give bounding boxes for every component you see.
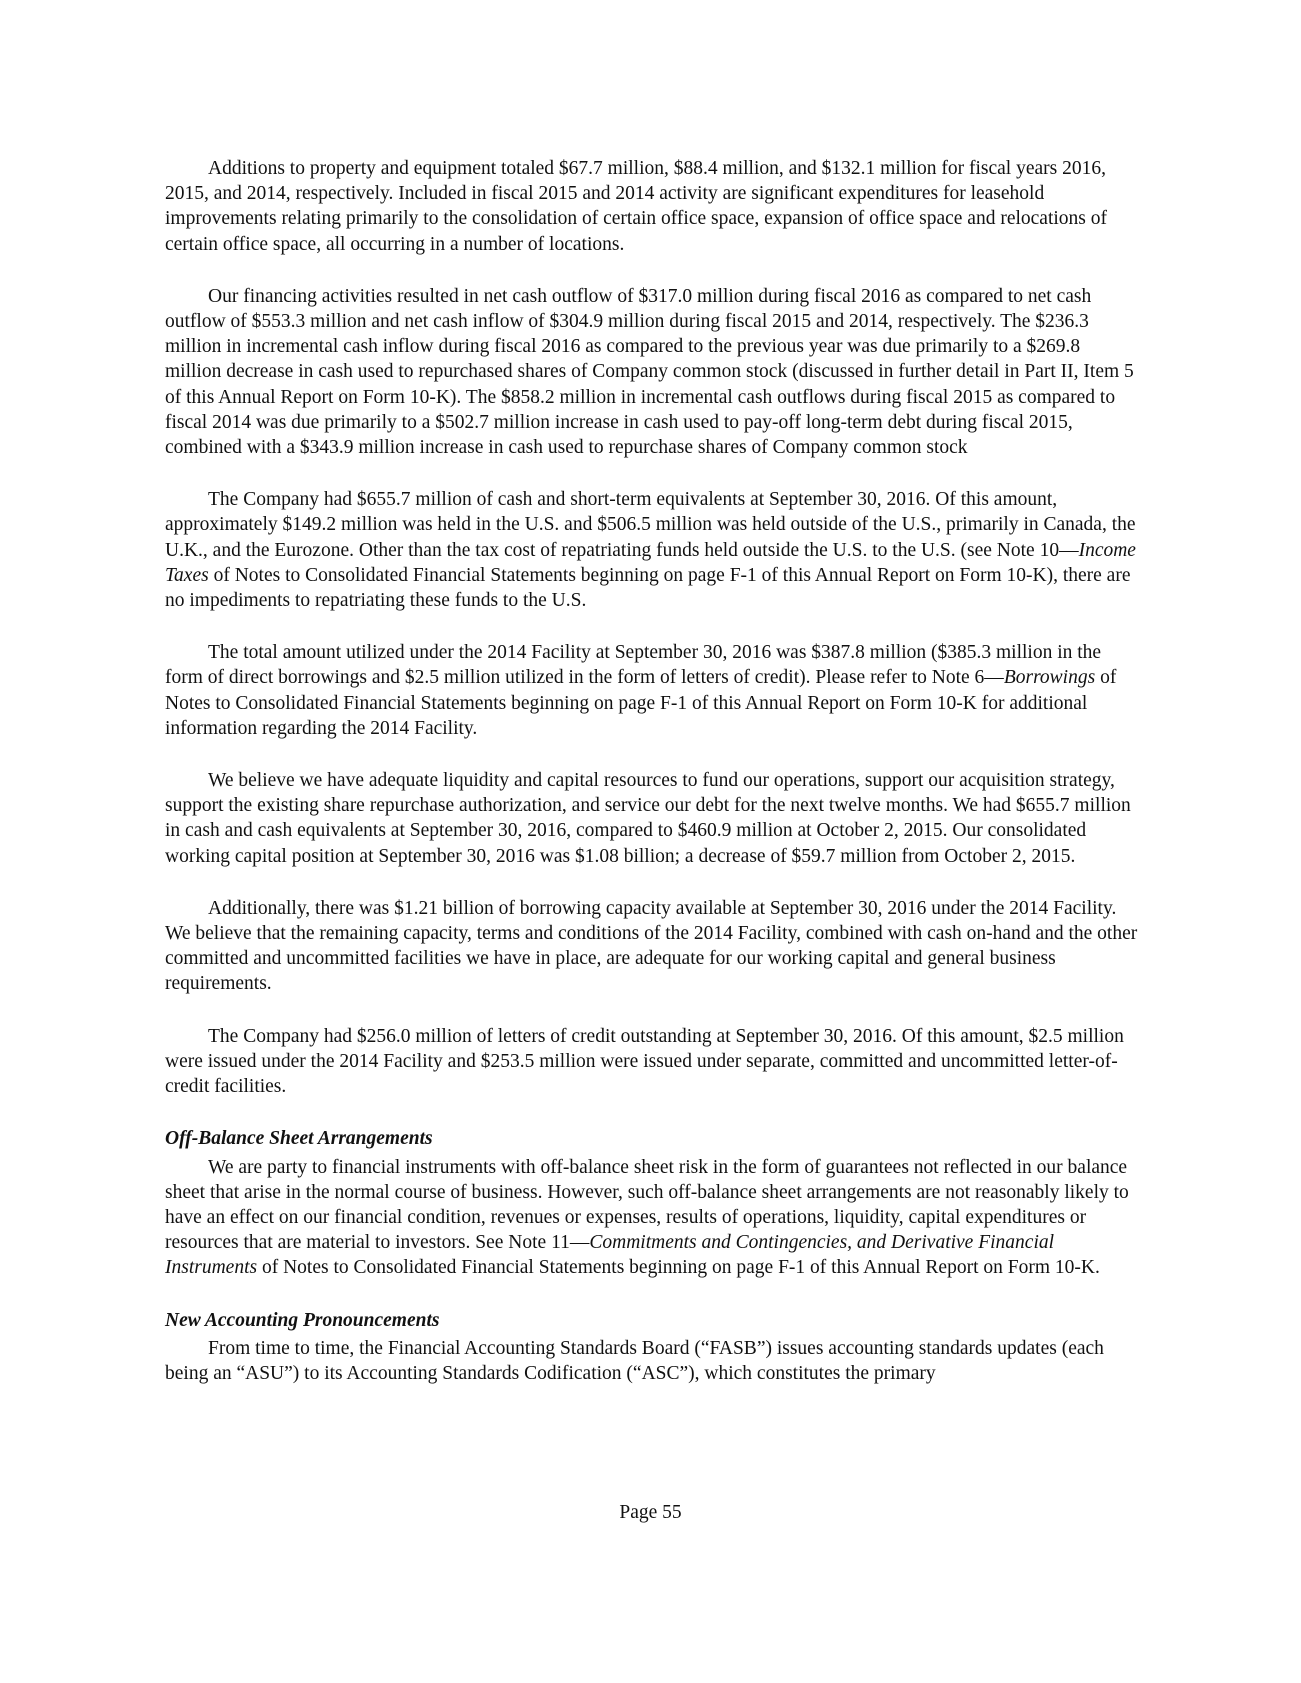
paragraph-new-accounting: From time to time, the Financial Accounting Standards Board (“FASB”) issues accounting standards updates (each being an “ASU”) to its Accounting Standards Codification (“ASC”), which constitutes the primary <box>165 1337 1104 1384</box>
note-reference: Income Taxes <box>165 539 1136 586</box>
page-number: Page 55 <box>619 1502 682 1523</box>
note-reference: Borrowings <box>1003 667 1096 689</box>
paragraph-capex: Additions to property and equipment totaled $67.7 million, $88.4 million, and $132.1 million for fiscal years 2016, 2015, and 2014, respectively. Included in fiscal 2015 and 2014 activity are significant expenditures for leasehold improvements relating primarily to the consolidation of certain office space, expansion of office space and relocations of certain office space, all occurring in a number of locations. <box>165 158 1107 255</box>
paragraph-liquidity: We believe we have adequate liquidity and capital resources to fund our operations, support our acquisition strategy, support the existing share repurchase authorization, and service our debt for the next twelve months. We had $655.7 million in cash and cash equivalents at September 30, 2016, compared to $460.9 million at October 2, 2015. Our consolidated working capital position at September 30, 2016 was $1.08 billion; a decrease of $59.7 million from October 2, 2015. <box>165 770 1131 867</box>
paragraph-borrowing-capacity: Additionally, there was $1.21 billion of borrowing capacity available at September 30, 2016 under the 2014 Facility. We believe that the remaining capacity, terms and conditions of the 2014 Facility, combined with cash on-hand and the other committed and uncommitted facilities we have in place, are adequate for our working capital and general business requirements. <box>165 897 1138 995</box>
paragraph-text: of Notes to Consolidated Financial Statements beginning on page F-1 of this Annual Report on Form 10-K. <box>257 1257 1100 1279</box>
section-heading: Off-Balance Sheet Arrangements <box>165 1128 433 1150</box>
paragraph-off-balance-sheet <box>165 1155 1140 1281</box>
section-off-balance-sheet <box>165 1126 1140 1280</box>
paragraph-text: The Company had $655.7 million of cash and short-term equivalents at September 30, 2016. Of this amount, approximately $149.2 million was held in the U.S. and $506.5 million was held outside of the U.S., primarily in Canada, the U.K., and the Eurozone. Other than the tax cost of repatriating funds held outside the U.S. to the U.S. (see Note 10— <box>165 489 1136 561</box>
section-heading: New Accounting Pronouncements <box>165 1309 440 1331</box>
page-body <box>165 156 1140 1413</box>
paragraph-text: We are party to financial instruments with off-balance sheet risk in the form of guarantees not reflected in our balance sheet that arise in the normal course of business. However, such off-balance sheet arrangements are not reasonably likely to have an effect on our financial condition, revenues or expenses, results of operations, liquidity, capital expenditures or resources that are material to investors. See Note 11— <box>165 1156 1129 1254</box>
paragraph-text: of Notes to Consolidated Financial Statements beginning on page F-1 of this Annual Report on Form 10-K for additional information regarding the 2014 Facility. <box>165 667 1117 739</box>
paragraph-letters-of-credit: The Company had $256.0 million of letters of credit outstanding at September 30, 2016. Of this amount, $2.5 million were issued under the 2014 Facility and $253.5 million were issued under separate, committed and uncommitted letter-of-credit facilities. <box>165 1025 1124 1098</box>
paragraph-facility-utilization <box>165 640 1140 741</box>
paragraph-text: of Notes to Consolidated Financial Statements beginning on page F-1 of this Annual Report on Form 10-K), there are no impediments to repatriating these funds to the U.S. <box>165 564 1131 612</box>
paragraph-text: The total amount utilized under the 2014 Facility at September 30, 2016 was $387.8 million ($385.3 million in the form of direct borrowings and $2.5 million utilized in the form of letters of credit). Please refer to Note 6— <box>165 642 1102 689</box>
paragraph-cash-equivalents <box>165 487 1140 613</box>
note-reference: Commitments and Contingencies, and Derivative Financial Instruments <box>165 1232 1055 1279</box>
section-new-accounting <box>165 1308 1140 1387</box>
paragraph-financing-activities: Our financing activities resulted in net cash outflow of $317.0 million during fiscal 2016 as compared to net cash outflow of $553.3 million and net cash inflow of $304.9 million during fiscal 2015 and 2014, respectively. The $236.3 million in incremental cash inflow during fiscal 2016 as compared to the previous year was due primarily to a $269.8 million decrease in cash used to repurchased shares of Company common stock (discussed in further detail in Part II, Item 5 of this Annual Report on Form 10-K). The $858.2 million in incremental cash outflows during fiscal 2015 as compared to fiscal 2014 was due primarily to a $502.7 million increase in cash used to pay-off long-term debt during fiscal 2015, combined with a $343.9 million increase in cash used to repurchase shares of Company common stock <box>165 285 1134 459</box>
